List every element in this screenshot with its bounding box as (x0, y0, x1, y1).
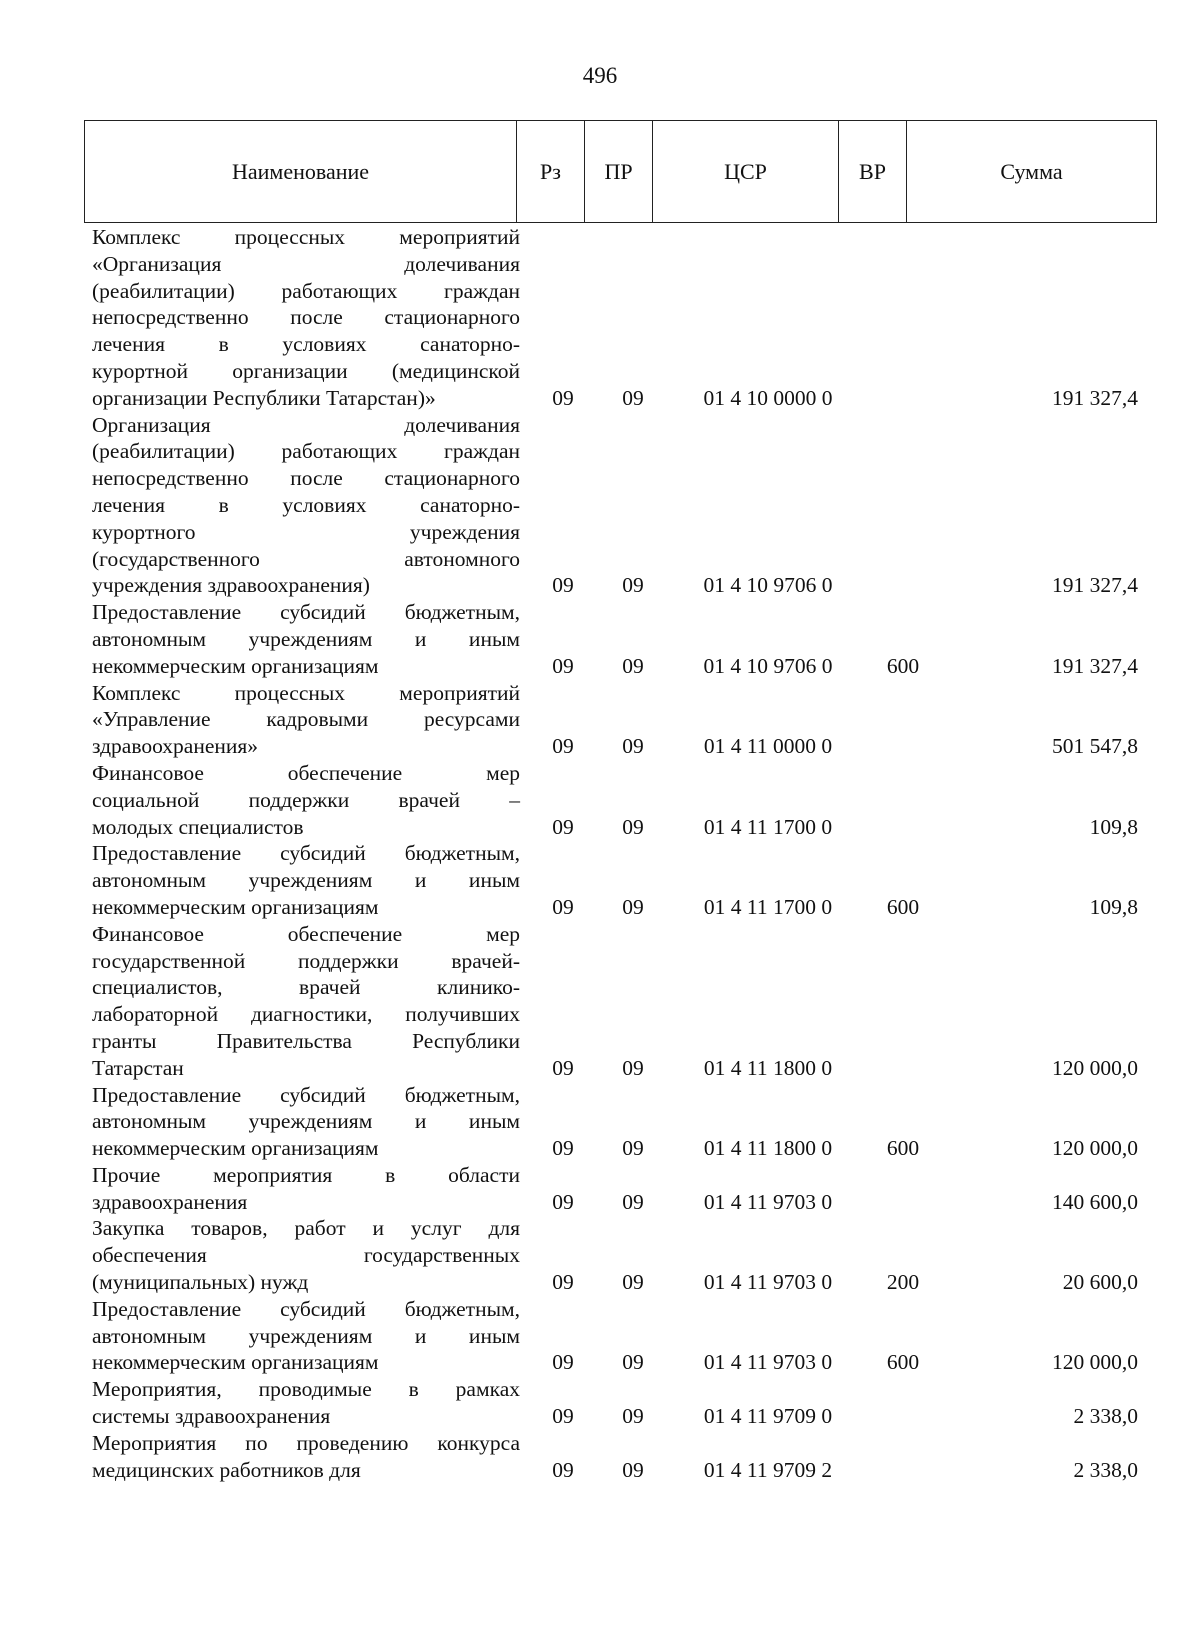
row-pr: 09 (622, 734, 644, 759)
table-row (0, 1296, 1200, 1376)
row-sum: 501 547,8 (1052, 734, 1138, 759)
row-name-line: Прочие мероприятия в области (92, 1162, 520, 1187)
table-row (0, 224, 1200, 412)
header-sum: Сумма (907, 121, 1157, 223)
row-name-line: организации Республики Татарстан)» (92, 385, 436, 410)
row-name-line: молодых специалистов (92, 814, 304, 839)
row-name-line: Мероприятия, проводимые в рамках (92, 1377, 520, 1402)
row-sum: 2 338,0 (1073, 1404, 1138, 1429)
row-name-line: Татарстан (92, 1055, 184, 1080)
row-vr: 600 (886, 1350, 920, 1375)
row-rz: 09 (552, 1457, 574, 1482)
row-csr: 01 4 10 0000 0 (703, 385, 833, 410)
row-name-line: автономным учреждениям и иным (92, 1109, 520, 1134)
row-name (92, 224, 520, 412)
row-name (92, 599, 520, 679)
row-name (92, 680, 520, 760)
row-name-line: учреждения здравоохранения) (92, 573, 370, 598)
row-name-line: (реабилитации) работающих граждан (92, 278, 520, 303)
row-name-line: Закупка товаров, работ и услуг для (92, 1216, 520, 1241)
row-pr: 09 (622, 1270, 644, 1295)
header-rz: Рз (517, 121, 585, 223)
row-name-line: автономным учреждениям и иным (92, 626, 520, 651)
row-pr: 09 (622, 1189, 644, 1214)
header-csr: ЦСР (653, 121, 839, 223)
row-name-line: Предоставление субсидий бюджетным, (92, 600, 520, 625)
row-name-line: курортного учреждения (92, 519, 520, 544)
row-rz: 09 (552, 894, 574, 919)
row-name-line: государственной поддержки врачей- (92, 948, 520, 973)
row-name-line: гранты Правительства Республики (92, 1028, 520, 1053)
header-name: Наименование (85, 121, 517, 223)
row-name (92, 760, 520, 840)
row-name-line: Организация долечивания (92, 412, 520, 437)
row-name-line: Мероприятия по проведению конкурса (92, 1430, 520, 1455)
row-csr: 01 4 11 0000 0 (703, 734, 833, 759)
row-pr: 09 (622, 385, 644, 410)
row-name-line: (муниципальных) нужд (92, 1270, 309, 1295)
row-name-line: (реабилитации) работающих граждан (92, 439, 520, 464)
page-number: 496 (582, 63, 618, 88)
row-sum: 2 338,0 (1073, 1457, 1138, 1482)
row-name-line: (государственного автономного (92, 546, 520, 571)
row-rz: 09 (552, 1404, 574, 1429)
table-row (0, 680, 1200, 760)
row-name-line: курортной организации (медицинской (92, 358, 520, 383)
table-row (0, 1376, 1200, 1430)
row-vr: 200 (886, 1270, 920, 1295)
header-vr: ВР (839, 121, 907, 223)
row-name-line: непосредственно после стационарного (92, 305, 520, 330)
row-name (92, 1430, 520, 1484)
table-row (0, 599, 1200, 679)
row-name-line: автономным учреждениям и иным (92, 1323, 520, 1348)
row-name-line: Предоставление субсидий бюджетным, (92, 841, 520, 866)
row-name-line: лечения в условиях санаторно- (92, 332, 520, 357)
row-rz: 09 (552, 1270, 574, 1295)
row-name-line: здравоохранения» (92, 734, 259, 759)
row-name-line: системы здравоохранения (92, 1404, 331, 1429)
row-name-line: здравоохранения (92, 1189, 248, 1214)
row-csr: 01 4 11 1700 0 (703, 894, 833, 919)
table-row (0, 840, 1200, 920)
row-csr: 01 4 11 9703 0 (703, 1270, 833, 1295)
row-sum: 109,8 (1089, 894, 1138, 919)
row-name-line: некоммерческим организациям (92, 1136, 379, 1161)
table-header (84, 120, 1157, 223)
row-name-line: Финансовое обеспечение мер (92, 921, 520, 946)
row-name (92, 840, 520, 920)
row-name-line: «Организация долечивания (92, 251, 520, 276)
row-name-line: Комплекс процессных мероприятий (92, 225, 520, 249)
row-pr: 09 (622, 1055, 644, 1080)
row-sum: 120 000,0 (1052, 1350, 1138, 1375)
header-pr: ПР (585, 121, 653, 223)
row-name-line: некоммерческим организациям (92, 1350, 379, 1375)
row-pr: 09 (622, 1350, 644, 1375)
row-sum: 191 327,4 (1052, 385, 1138, 410)
table-row (0, 921, 1200, 1082)
row-name (92, 1082, 520, 1162)
row-sum: 109,8 (1089, 814, 1138, 839)
row-pr: 09 (622, 1404, 644, 1429)
row-name-line: социальной поддержки врачей – (92, 787, 520, 812)
row-rz: 09 (552, 734, 574, 759)
row-name-line: Предоставление субсидий бюджетным, (92, 1082, 520, 1107)
row-name (92, 921, 520, 1082)
row-pr: 09 (622, 894, 644, 919)
table-row (0, 760, 1200, 840)
row-name-line: некоммерческим организациям (92, 894, 379, 919)
row-csr: 01 4 11 1800 0 (703, 1136, 833, 1161)
row-name-line: непосредственно после стационарного (92, 466, 520, 491)
row-name (92, 1162, 520, 1216)
row-name-line: автономным учреждениям и иным (92, 868, 520, 893)
row-sum: 191 327,4 (1052, 573, 1138, 598)
row-sum: 120 000,0 (1052, 1055, 1138, 1080)
table-row (0, 1215, 1200, 1295)
row-name-line: медицинских работников для (92, 1457, 361, 1482)
row-name (92, 412, 520, 600)
row-pr: 09 (622, 814, 644, 839)
row-csr: 01 4 11 9703 0 (703, 1189, 833, 1214)
row-csr: 01 4 10 9706 0 (703, 653, 833, 678)
row-name-line: Финансовое обеспечение мер (92, 760, 520, 785)
table-row (0, 1082, 1200, 1162)
row-vr: 600 (886, 653, 920, 678)
row-name-line: специалистов, врачей клинико- (92, 975, 520, 1000)
row-name-line: обеспечения государственных (92, 1243, 520, 1268)
row-name-line: «Управление кадровыми ресурсами (92, 707, 520, 732)
row-vr: 600 (886, 894, 920, 919)
row-csr: 01 4 10 9706 0 (703, 573, 833, 598)
row-pr: 09 (622, 1457, 644, 1482)
row-rz: 09 (552, 1136, 574, 1161)
row-rz: 09 (552, 1189, 574, 1214)
row-rz: 09 (552, 814, 574, 839)
row-rz: 09 (552, 573, 574, 598)
row-name (92, 1296, 520, 1376)
row-vr: 600 (886, 1136, 920, 1161)
row-name (92, 1215, 520, 1295)
row-name-line: лабораторной диагностики, получивших (92, 1002, 520, 1027)
row-sum: 120 000,0 (1052, 1136, 1138, 1161)
row-name (92, 1376, 520, 1430)
row-csr: 01 4 11 1800 0 (703, 1055, 833, 1080)
row-name-line: Комплекс процессных мероприятий (92, 680, 520, 705)
row-sum: 140 600,0 (1052, 1189, 1138, 1214)
row-csr: 01 4 11 1700 0 (703, 814, 833, 839)
row-rz: 09 (552, 385, 574, 410)
row-pr: 09 (622, 1136, 644, 1161)
row-name-line: лечения в условиях санаторно- (92, 492, 520, 517)
row-rz: 09 (552, 1055, 574, 1080)
table-body (0, 224, 1200, 1483)
table-row (0, 412, 1200, 600)
row-name-line: некоммерческим организациям (92, 653, 379, 678)
row-csr: 01 4 11 9709 0 (703, 1404, 833, 1429)
row-pr: 09 (622, 573, 644, 598)
row-rz: 09 (552, 1350, 574, 1375)
row-name-line: Предоставление субсидий бюджетным, (92, 1296, 520, 1321)
row-sum: 191 327,4 (1052, 653, 1138, 678)
table-row (0, 1430, 1200, 1484)
row-sum: 20 600,0 (1062, 1270, 1138, 1295)
row-pr: 09 (622, 653, 644, 678)
table-row (0, 1162, 1200, 1216)
row-csr: 01 4 11 9709 2 (703, 1457, 833, 1482)
row-csr: 01 4 11 9703 0 (703, 1350, 833, 1375)
row-rz: 09 (552, 653, 574, 678)
